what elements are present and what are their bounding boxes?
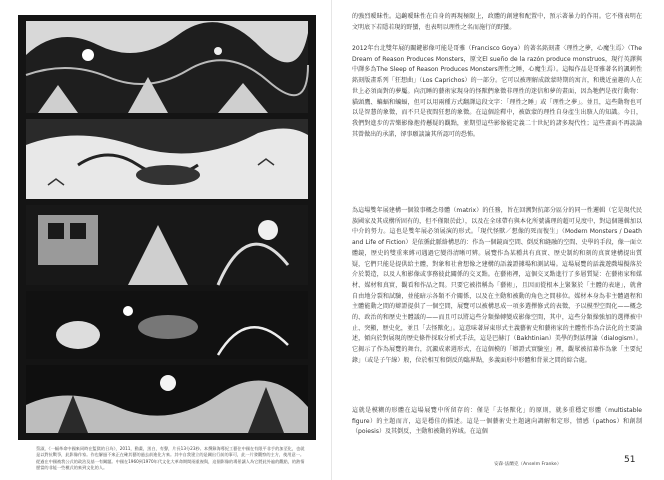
body-paragraph-2: 2012年台北雙年展的關鍵影像可能是哥雅（Francisco Goya）的著名銘刻畫〈理性之夢，心魔生焉〉（The Dream of Reason Produces Monsters，原文El sueño de la razón produce monstruos，現行英譯與中譯多為The Sleep of Reason Produces Monsters理性之睡，心魔生焉）。這幅作品是哥雅著名的諷刺性銘刻版畫系列「狂想曲」（Los Caprichos）的一部分。它可以被理解成啟蒙時期的寓言，和幾近童趣的人在世上必須面對的夢魘。向沉睡的藝術家現身的怪獸們象徵非理性的迷信和夢的畫面，因為牠們是夜行動物：貓頭鷹、蝙蝠和蝙蝠，但可以用兩種方式翻譯這段文字：「理性之睡」或「理性之夢」。並且，這些動物也可以是智慧的象徵，而不只是夜間狂想的象徵。在這個詮釋中，被啟蒙的理性自身產生出駭人的知識。今日，我們對進步的苦樂影像抱持懸疑的觀點，並期望這些影像能定義二十世紀的諸多現代性；這些畫面不再談論其曾做出的承諾，卻事願談論其所認可的恐怖。 <box>352 45 642 138</box>
body-paragraph-4: 這就是模糊的形體在這場展覽中所留存的：僅是「去怪獸化」的原則，就多重穩定形體（multistable figure）的主題而言，這是穩佳的描述。這是一個藝術史主題適向調解和定形，情感（pathos）和創制（poiesis）及其倒反，主動和被動的界域。在這個 <box>352 407 642 436</box>
body-paragraph-3: 為這場雙年展建構一個敘事概念母體（matrix）的任務，旨在回溯對抗部分區分的同一性邏輯（它是現代民族國家及其成構所固有的，但不僅限於此），以及在全球帶有與本化所號滿理的超可見度中，對這個邏輯加以中介的努力。這也是雙年展必須展演的形式。「現代怪獸／想像的死而復生」（Modern Monsters / Death and Life of Fiction）是依循此脈絡構思的：作為一個鏡面空間、倒反和縫融的空間、史學的手段，像一面立體鏡，歷史的雙重來縛司遇過它變得清晰可辨。展覽作為某種共有真實、歷史制約和刻的真實建構提出質疑，它們只能是提供給主體，對象和社會想像之建構的語義證據場和測試場。這場展覽的話義遊戲場擬落於介於製造，以及人和影像或事務彼此關係的交叉點。在藝術裡，這個交叉點進行了多層質疑：在藝術家和媒材、媒材和真實，觀看和作品之間。只要它被指稱為「藝術」，且因而從根本上緊緊於「主體的表達」，就會自由地分裂和試驗，並能暗示各類不介關係，以及在主動和被動的角色之間移位。媒材本身為非主體過程和主體能動之間的辯證提供了一個空間，展覽可以被構思成一項多選擇修式的表徵，予以模型空間化——概念的、政治的和歷史主體議的——而且可以將這些分類操轉變成影像空間，其中，這些分類操強加的選擇被中止、突顯，歷史化，並且「去怪獸化」。這意味著屏東形式主義藝術史和藝術家的主體性作為合法化的主要論述，傾向於對展現的歷史條件採取分析式手法，這是巴赫汀（Bakhtinian）美學的對話理論（dialogism）。它揭示了作為展覽的舞台，沉澱成素週形式，在這個模的「辯證式實驗室」裡，觀眾被招募作為象「主要紀錄」（或是子午線）般，位於相互和倒反的臨界點，多義面形中形體和背景之間的綜合處。 <box>352 207 642 364</box>
woodcut-artwork-image <box>18 15 316 440</box>
body-paragraph-1: 的強烈曖昧性。這齣曖昧性在自身的再現極限上，政體的創建和配置中，預示著暴力的作用。它不僅表明在文明底下若隱若現的野蠻，也表明以理性之名而施行的野蠻。 <box>352 13 642 31</box>
caption-text: 蔡淑，《一幅革命中國來同時在監獄的日為》，2011，動畫，黑白，有聲，片長13分23秒。本撰錄海導紀工藝住中國在有限平非手的加至化，也就是以對抗戰爭，此影像作家。作也解過不來正在確其藝的過去前進化方來。其中自我建立的是關出行前的事可，此一片發觀察的主方，使用意一。從過在中國被我公式的政治及基一有關題。中國在1960到1970年代文化大革命期間兩重複與，這個影像的場景讓人為它將此外遍的觀點，的熱情歷當的非能一些模式的來到文化的人。 <box>36 446 305 471</box>
page-number: 51 <box>624 455 636 465</box>
right-page <box>332 0 664 480</box>
footer-author: 安森·法蘭克（Anselm Franke） <box>494 462 562 467</box>
image-caption <box>36 446 306 472</box>
